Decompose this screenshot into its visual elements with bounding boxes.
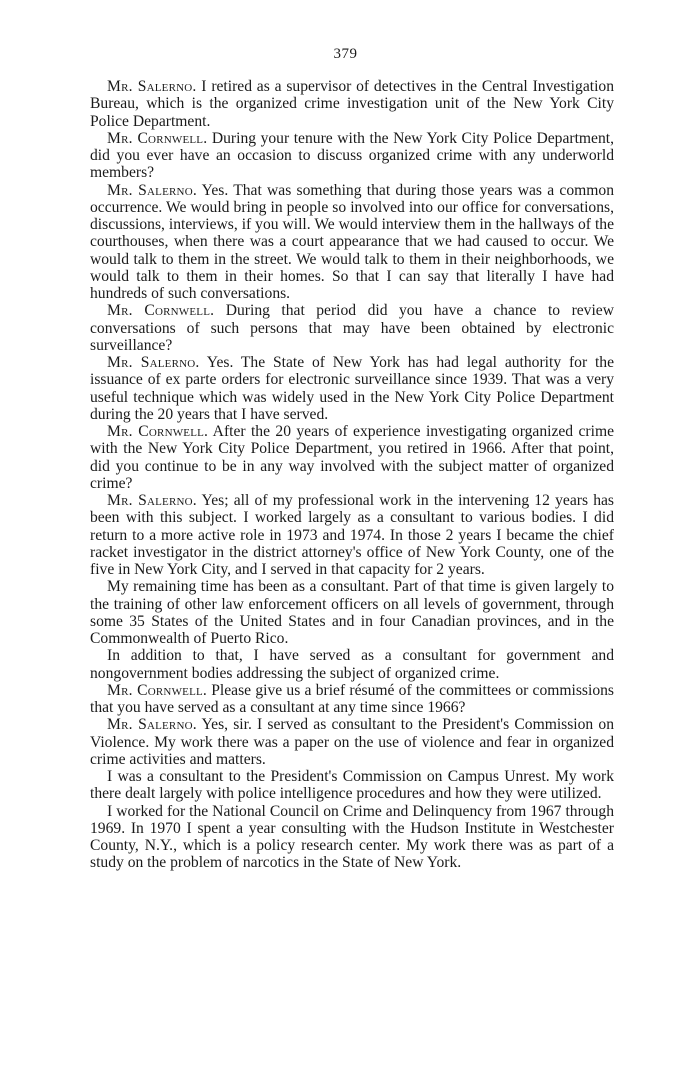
paragraph-text: After the 20 years of experience investigating organized crime with the New York City Police Department, you retired in 1966. After that point, did you continue to be in any way involved with the subject matter of organized crime? [90,423,614,492]
paragraph-text: I was a consultant to the President's Commission on Campus Unrest. My work there dealt largely with police intelligence procedures and how they were utilized. [90,768,614,803]
paragraph-text: During that period did you have a chance to review conversations of such persons that may have been obtained by electronic surveillance? [90,302,614,354]
paragraph [90,182,614,303]
speaker-name: Mr. Salerno. [107,354,200,371]
paragraph [90,78,614,130]
paragraph-text: I retired as a supervisor of detectives in the Central Investigation Bureau, which is the organized crime investigation unit of the New York City Police Department. [90,78,614,130]
paragraph [90,716,614,768]
speaker-name: Mr. Cornwell. [107,681,208,699]
paragraph-text: My remaining time has been as a consultant. Part of that time is given largely to the training of other law enforcement officers on all levels of government, through some 35 States of the United States and in four Canadian provinces, and in the Commonwealth of Puerto Rico. [90,578,614,647]
paragraph-text: Yes. That was something that during those years was a common occurrence. We would bring in people so involved into our office for conversations, discussions, interviews, if you will. We would interview them in the hallways of the courthouses, when there was a court appearance that we had caused to occur. We would talk to them in the street. We would talk to them in their neighborhoods, we would talk to them in their homes. So that I can say that literally I have had hundreds of such conversations. [90,181,614,302]
paragraph [90,647,614,682]
paragraph-text: In addition to that, I have served as a consultant for government and nongovernment bodies addressing the subject of organized crime. [90,647,614,682]
paragraph [90,682,614,717]
speaker-name: Mr. Cornwell. [107,423,209,440]
page-number: 379 [333,46,358,62]
paragraph [90,423,614,492]
paragraph [90,354,614,423]
paragraph-text: Yes; all of my professional work in the intervening 12 years has been with this subject. I worked largely as a consultant to various bodies. I did return to a more active role in 1973 and 1974. In those 2 years I became the chief racket investigator in the district attorney's office of New York County, one of the five in New York City, and I served in that capacity for 2 years. [90,492,614,578]
paragraph [90,492,614,578]
paragraph-text: Please give us a brief résumé of the committees or commissions that you have served as a consultant at any time since 1966? [90,681,614,716]
paragraph [90,578,614,647]
speaker-name: Mr. Salerno. [107,78,197,95]
paragraph-text: I worked for the National Council on Crime and Delinquency from 1967 through 1969. In 1970 I spent a year consulting with the Hudson Institute in Westchester County, N.Y., which is a policy research center. My work there was as part of a study on the problem of narcotics in the State of New York. [90,802,614,872]
paragraph [90,130,614,182]
speaker-name: Mr. Salerno. [107,181,197,199]
speaker-name: Mr. Cornwell. [107,129,208,147]
speaker-name: Mr. Salerno. [107,716,197,734]
paragraph [90,768,614,803]
paragraph [90,302,614,354]
paragraph-text: During your tenure with the New York City Police Department, did you ever have an occasion to discuss organized crime with any underworld members? [90,129,614,182]
speaker-name: Mr. Cornwell. [107,302,215,320]
paragraph-text: Yes. The State of New York has had legal authority for the issuance of ex parte orders for electronic surveillance since 1939. That was a very useful technique which was widely used in the New York City Police Department during the 20 years that I have served. [90,354,615,423]
speaker-name: Mr. Salerno. [107,492,197,509]
testimony-body [90,78,614,872]
paragraph [90,803,614,872]
paragraph-text: Yes, sir. I served as consultant to the President's Commission on Violence. My work there was a paper on the use of violence and fear in organized crime activities and matters. [90,716,614,768]
